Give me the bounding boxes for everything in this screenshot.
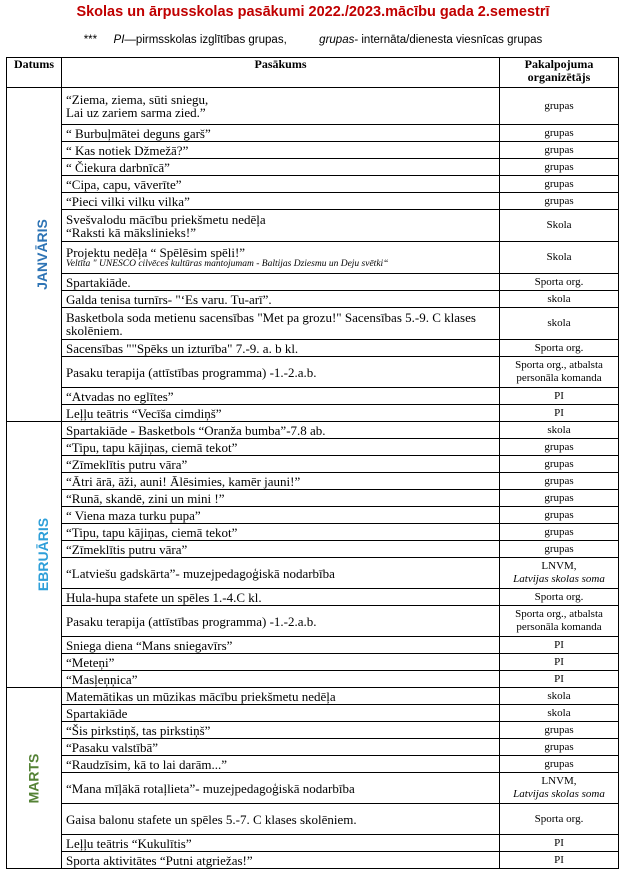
- event-cell: [62, 274, 500, 291]
- event-text: “Masļeņņica”: [66, 671, 138, 687]
- organizer-text: skola: [547, 706, 571, 719]
- organizer-cell: [500, 88, 619, 125]
- table-row: [7, 773, 619, 804]
- table-row: [7, 671, 619, 688]
- event-text: Spartakiāde: [66, 705, 128, 721]
- organizer-text: grupas: [544, 194, 574, 207]
- event-text: Spartakiāde - Basketbols “Oranža bumba”-7.8 ab.: [66, 422, 326, 438]
- events-table: [6, 57, 619, 869]
- organizer-cell: [500, 835, 619, 852]
- organizer-text: PI: [554, 406, 564, 419]
- organizer-text: LNVM,: [541, 560, 577, 572]
- organizer-text: LNVM,: [541, 775, 577, 787]
- table-row: [7, 388, 619, 405]
- organizer-cell: [500, 705, 619, 722]
- table-row: [7, 176, 619, 193]
- event-cell: [62, 688, 500, 705]
- event-cell: [62, 558, 500, 589]
- organizer-cell: [500, 756, 619, 773]
- organizer-cell: [500, 524, 619, 541]
- organizer-text: personāla komanda: [516, 621, 602, 633]
- table-row: [7, 558, 619, 589]
- event-subtitle: Veltīta " UNESCO cilvēces kultūras mantojumam - Baltijas Dziesmu un Deju svētki“: [66, 258, 389, 269]
- organizer-text: grupas: [544, 143, 574, 156]
- legend-pi-term: PI: [113, 34, 125, 46]
- organizer-text: PI: [554, 389, 564, 402]
- event-text: Pasaku terapija (attīstības programma) -1.-2.a.b.: [66, 613, 317, 629]
- event-text: Lai uz zariem sarma zied.”: [66, 105, 206, 120]
- event-cell: [62, 606, 500, 637]
- organizer-text: grupas: [544, 440, 574, 453]
- organizer-cell: [500, 193, 619, 210]
- table-row: [7, 357, 619, 388]
- event-text: “ Čiekura darbnīcā”: [66, 159, 170, 175]
- organizer-text: grupas: [544, 525, 574, 538]
- event-cell: [62, 456, 500, 473]
- table-row: [7, 422, 619, 439]
- event-text: “Tipu, tapu kājiņas, ciemā tekot”: [66, 524, 238, 540]
- event-cell: [62, 773, 500, 804]
- organizer-cell: [500, 422, 619, 439]
- event-cell: [62, 722, 500, 739]
- event-cell: [62, 125, 500, 142]
- organizer-cell: [500, 739, 619, 756]
- event-text: “Raksti kā mākslinieks!”: [66, 224, 196, 240]
- event-text: “Runā, skandē, zini un mini !”: [66, 490, 225, 506]
- organizer-cell: [500, 558, 619, 589]
- organizer-text: grupas: [544, 491, 574, 504]
- event-cell: [62, 242, 500, 274]
- event-text: Pasaku terapija (attīstības programma) -1.-2.a.b.: [66, 364, 317, 380]
- table-row: [7, 835, 619, 852]
- table-row: [7, 125, 619, 142]
- event-cell: [62, 159, 500, 176]
- event-cell: [62, 756, 500, 773]
- table-row: [7, 473, 619, 490]
- organizer-text: grupas: [544, 542, 574, 555]
- event-cell: [62, 210, 500, 242]
- organizer-text: grupas: [544, 99, 574, 112]
- event-text: “Ziema, ziema, sūti sniegu,: [66, 92, 209, 107]
- event-text: “Šis pirkstiņš, tas pirkstiņš”: [66, 722, 211, 738]
- organizer-cell: [500, 637, 619, 654]
- header-organizer: Pakalpojuma organizētājs: [500, 58, 619, 88]
- organizer-text: Sporta org.: [534, 275, 584, 288]
- table-row: [7, 541, 619, 558]
- event-text: Spartakiāde.: [66, 274, 131, 290]
- table-row: [7, 654, 619, 671]
- organizer-cell: [500, 159, 619, 176]
- organizer-cell: [500, 405, 619, 422]
- table-row: [7, 291, 619, 308]
- month-cell: [7, 688, 62, 869]
- organizer-cell: [500, 210, 619, 242]
- organizer-cell: [500, 606, 619, 637]
- month-cell: [7, 88, 62, 422]
- event-cell: [62, 739, 500, 756]
- table-row: [7, 242, 619, 274]
- organizer-text: grupas: [544, 160, 574, 173]
- table-row: [7, 88, 619, 125]
- table-row: [7, 589, 619, 606]
- header-row: [7, 58, 619, 88]
- organizer-text: PI: [554, 672, 564, 685]
- event-cell: [62, 835, 500, 852]
- organizer-text: personāla komanda: [516, 372, 602, 384]
- table-row: [7, 210, 619, 242]
- table-row: [7, 490, 619, 507]
- organizer-text: skola: [547, 292, 571, 305]
- organizer-cell: [500, 473, 619, 490]
- event-text: “Latviešu gadskārta”- muzejpedagoģiskā nodarbība: [66, 565, 335, 581]
- event-text: “Raudzīsim, kā to lai darām...”: [66, 756, 228, 772]
- organizer-cell: [500, 142, 619, 159]
- table-row: [7, 739, 619, 756]
- event-text: Hula-hupa stafete un spēles 1.-4.C kl.: [66, 589, 262, 605]
- month-label: MARTS: [25, 753, 42, 803]
- organizer-cell: [500, 388, 619, 405]
- legend: [0, 34, 626, 46]
- organizer-cell: [500, 773, 619, 804]
- event-text: “Tipu, tapu kājiņas, ciemā tekot”: [66, 439, 238, 455]
- table-row: [7, 340, 619, 357]
- event-cell: [62, 490, 500, 507]
- event-text: Sporta aktivitātes “Putni atgriežas!”: [66, 852, 253, 868]
- event-cell: [62, 88, 500, 125]
- event-text: Leļļu teātris “Kukulītis”: [66, 835, 192, 851]
- organizer-text: skola: [547, 689, 571, 702]
- event-cell: [62, 439, 500, 456]
- organizer-cell: [500, 804, 619, 835]
- table-row: [7, 705, 619, 722]
- legend-grupas-def: - internāta/dienesta viesnīcas grupas: [354, 34, 543, 46]
- event-cell: [62, 524, 500, 541]
- event-text: “Cipa, capu, vāverīte”: [66, 176, 182, 192]
- table-row: [7, 756, 619, 773]
- event-cell: [62, 654, 500, 671]
- table-row: [7, 507, 619, 524]
- event-text: Galda tenisa turnīrs- "‘Es varu. Tu-arī”.: [66, 291, 272, 307]
- organizer-text: Sporta org., atbalsta: [515, 359, 603, 371]
- event-cell: [62, 671, 500, 688]
- event-cell: [62, 388, 500, 405]
- event-cell: [62, 291, 500, 308]
- organizer-text: Skola: [546, 251, 572, 263]
- event-cell: [62, 473, 500, 490]
- event-text: “Zīmeklītis putru vāra”: [66, 541, 188, 557]
- event-cell: [62, 541, 500, 558]
- month-cell: [7, 422, 62, 688]
- event-cell: [62, 589, 500, 606]
- event-cell: [62, 852, 500, 869]
- organizer-text: Sporta org.: [534, 812, 584, 825]
- organizer-cell: [500, 357, 619, 388]
- organizer-cell: [500, 688, 619, 705]
- event-text: “ Kas notiek Džmežā?”: [66, 142, 189, 158]
- event-text: Sniega diena “Mans sniegavīrs”: [66, 637, 233, 653]
- header-event: Pasākums: [62, 58, 500, 88]
- event-text: “Atvadas no eglītes”: [66, 388, 174, 404]
- event-cell: [62, 637, 500, 654]
- event-cell: [62, 405, 500, 422]
- table-row: [7, 456, 619, 473]
- organizer-text: grupas: [544, 508, 574, 521]
- event-text: Basketbola soda metienu sacensības "Met pa grozu!" Sacensības 5.-9. C klases skolēniem.: [66, 309, 476, 338]
- event-text: “Mana mīļākā rotaļlieta”- muzejpedagoģiskā nodarbība: [66, 780, 355, 796]
- event-cell: [62, 507, 500, 524]
- event-text: Leļļu teātris “Vecīša cimdiņš”: [66, 405, 222, 421]
- organizer-cell: [500, 176, 619, 193]
- month-label: EBRUĀRIS: [35, 517, 52, 592]
- organizer-cell: [500, 541, 619, 558]
- event-text: “ Burbuļmātei deguns garš”: [66, 125, 211, 141]
- organizer-text: grupas: [544, 126, 574, 139]
- page-title: Skolas un ārpusskolas pasākumi 2022./2023.mācību gada 2.semestrī: [76, 4, 550, 20]
- table-row: [7, 524, 619, 541]
- organizer-text: PI: [554, 638, 564, 651]
- legend-stars: ***: [83, 34, 98, 46]
- event-text: “Ātri ārā, āži, auni! Ālēsimies, kamēr jauni!”: [66, 473, 301, 489]
- event-text: “Pasaku valstībā”: [66, 739, 159, 755]
- event-text: “Pieci vilki vilku vilka”: [66, 193, 190, 209]
- event-cell: [62, 308, 500, 340]
- organizer-text: Skola: [546, 219, 572, 231]
- table-row: [7, 142, 619, 159]
- legend-grupas-term: grupas: [319, 34, 355, 46]
- event-text: Matemātikas un mūzikas mācību priekšmetu nedēļa: [66, 688, 336, 704]
- legend-pi-def: —pirmsskolas izglītības grupas,: [124, 34, 287, 46]
- table-row: [7, 637, 619, 654]
- event-text: Sacensības ""Spēks un izturība" 7.-9. a. b kl.: [66, 340, 299, 356]
- event-cell: [62, 705, 500, 722]
- event-text: Svešvalodu mācību priekšmetu nedēļa: [66, 211, 266, 227]
- event-text: Gaisa balonu stafete un spēles 5.-7. C klases skolēniem.: [66, 811, 357, 827]
- event-cell: [62, 357, 500, 388]
- table-row: [7, 688, 619, 705]
- header-date: Datums: [7, 58, 62, 88]
- organizer-text: Sporta org.: [534, 341, 584, 354]
- table-row: [7, 274, 619, 291]
- table-row: [7, 308, 619, 340]
- organizer-cell: [500, 340, 619, 357]
- organizer-text: Sporta org.: [534, 590, 584, 603]
- organizer-text: grupas: [544, 177, 574, 190]
- organizer-cell: [500, 671, 619, 688]
- table-row: [7, 159, 619, 176]
- organizer-text: PI: [554, 655, 564, 668]
- event-cell: [62, 422, 500, 439]
- event-cell: [62, 804, 500, 835]
- event-cell: [62, 176, 500, 193]
- organizer-text: skola: [547, 423, 571, 436]
- organizer-text: grupas: [544, 740, 574, 753]
- organizer-text: grupas: [544, 723, 574, 736]
- table-row: [7, 193, 619, 210]
- organizer-cell: [500, 490, 619, 507]
- organizer-cell: [500, 242, 619, 274]
- month-label: JANVĀRIS: [33, 219, 50, 290]
- organizer-text: skola: [547, 317, 571, 329]
- table-row: [7, 405, 619, 422]
- organizer-text: Latvijas skolas soma: [513, 573, 605, 585]
- organizer-cell: [500, 456, 619, 473]
- organizer-cell: [500, 308, 619, 340]
- organizer-cell: [500, 125, 619, 142]
- organizer-cell: [500, 722, 619, 739]
- organizer-cell: [500, 274, 619, 291]
- organizer-cell: [500, 291, 619, 308]
- organizer-text: Sporta org., atbalsta: [515, 608, 603, 620]
- event-text: “Meteņi”: [66, 654, 115, 670]
- table-row: [7, 439, 619, 456]
- event-cell: [62, 193, 500, 210]
- organizer-text: grupas: [544, 474, 574, 487]
- organizer-cell: [500, 852, 619, 869]
- event-cell: [62, 142, 500, 159]
- event-text: “Zīmeklītis putru vāra”: [66, 456, 188, 472]
- event-text: Projektu nedēļa “ Spēlēsim spēli!”: [66, 244, 246, 260]
- organizer-cell: [500, 654, 619, 671]
- organizer-text: PI: [554, 853, 564, 866]
- organizer-text: grupas: [544, 757, 574, 770]
- event-text: “ Viena maza turku pupa”: [66, 507, 201, 523]
- organizer-cell: [500, 589, 619, 606]
- table-row: [7, 722, 619, 739]
- organizer-text: Latvijas skolas soma: [513, 788, 605, 800]
- table-row: [7, 804, 619, 835]
- table-row: [7, 606, 619, 637]
- organizer-text: PI: [554, 836, 564, 849]
- organizer-cell: [500, 507, 619, 524]
- table-row: [7, 852, 619, 869]
- organizer-text: grupas: [544, 457, 574, 470]
- organizer-cell: [500, 439, 619, 456]
- event-cell: [62, 340, 500, 357]
